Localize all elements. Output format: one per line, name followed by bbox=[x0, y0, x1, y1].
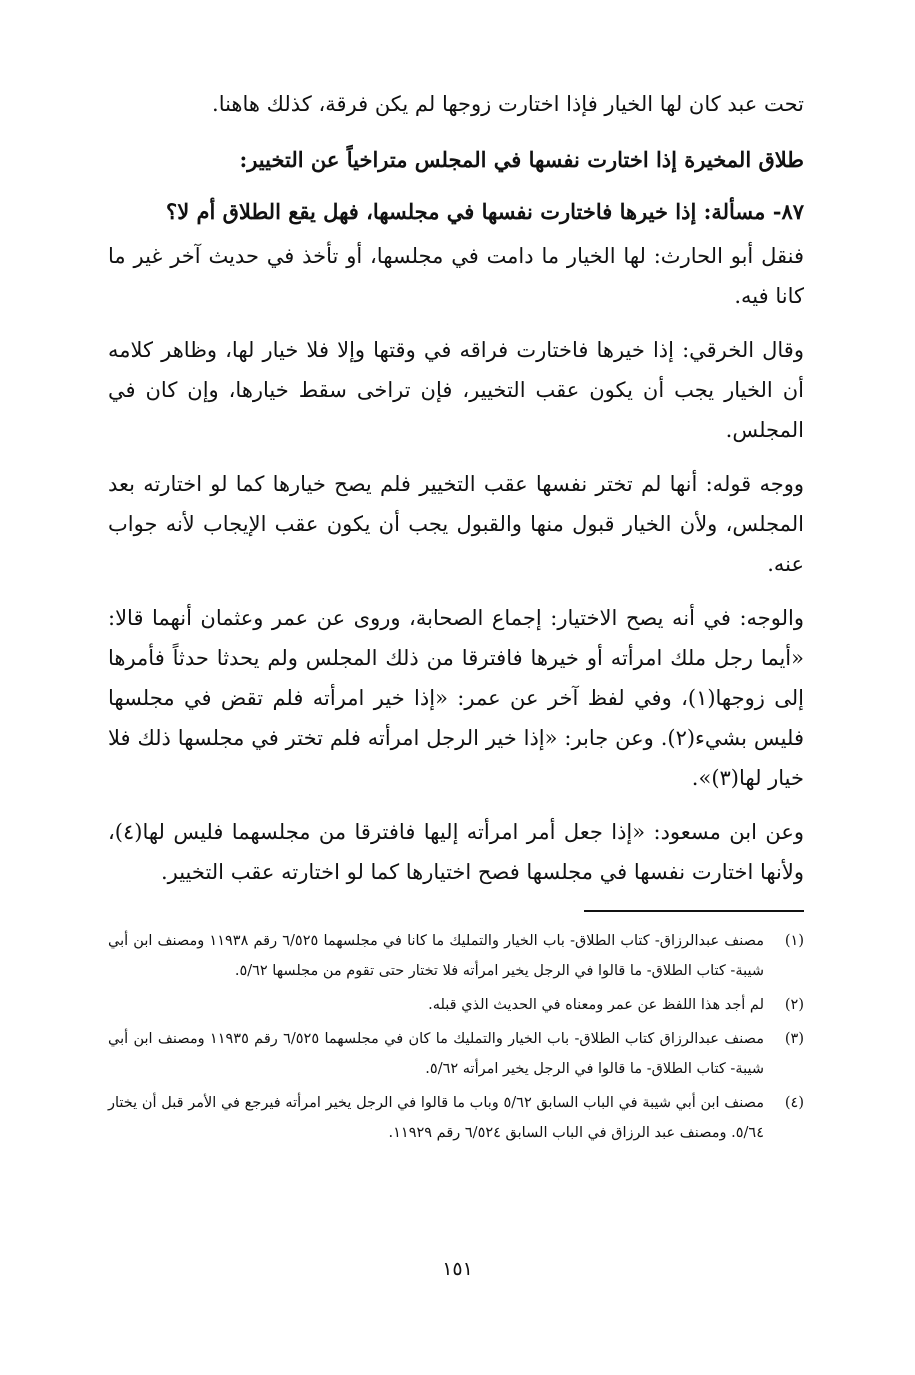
footnote-number: (١) bbox=[784, 933, 804, 949]
footnote-text: مصنف عبدالرزاق- كتاب الطلاق- باب الخيار والتمليك ما كانا في مجلسهما ٦/٥٢٥ رقم ١١٩٣٨ ومصنف ابن أبي شيبة- كتاب الطلاق- ما قالوا في الرجل يخير امرأته فلا تختار حتى تقوم من مجلسها ٥/٦٢. bbox=[108, 933, 764, 979]
footnote-2 bbox=[108, 990, 804, 1020]
issue-87-title: ٨٧- مسألة: إذا خيرها فاختارت نفسها في مجلسها، فهل يقع الطلاق أم لا؟ bbox=[166, 199, 804, 224]
footnote-text: مصنف عبدالرزاق كتاب الطلاق- باب الخيار والتمليك ما كان في مجلسهما ٦/٥٢٥ رقم ١١٩٣٥ ومصنف ابن أبي شيبة- كتاب الطلاق- ما قالوا في الرجل يخير امرأته ٥/٦٢. bbox=[108, 1031, 764, 1077]
paragraph-companions-consensus: والوجه: في أنه يصح الاختيار: إجماع الصحابة، وروى عن عمر وعثمان أنهما قالا: «أيما رجل ملك امرأته أو خيرها فافترقا من ذلك المجلس ولم يحدثا حدثاً فأمرها إلى زوجها(١)، وفي لفظ آخر عن عمر: «إذا خير امرأته فلم تقض في مجلسها فليس بشيء(٢). وعن جابر: «إذا خير الرجل امرأته فلم تختر في مجلسها ذلك فلا خيار لها(٣)». bbox=[108, 606, 804, 790]
footnote-text: لم أجد هذا اللفظ عن عمر ومعناه في الحديث الذي قبله. bbox=[428, 997, 764, 1013]
section-heading: طلاق المخيرة إذا اختارت نفسها في المجلس متراخياً عن التخيير: bbox=[239, 147, 804, 172]
page-body bbox=[108, 84, 804, 1152]
footnote-number: (٢) bbox=[784, 997, 804, 1013]
paragraph-continuation: تحت عبد كان لها الخيار فإذا اختارت زوجها لم يكن فرقة، كذلك هاهنا. bbox=[212, 92, 804, 116]
paragraph-al-khiraqi: وقال الخرقي: إذا خيرها فاختارت فراقه في وقتها وإلا فلا خيار لها، وظاهر كلامه أن الخيار يجب أن يكون عقب التخيير، فإن تراخى سقط خيارها، وإن كان في المجلس. bbox=[108, 338, 804, 442]
paragraph-his-reasoning: ووجه قوله: أنها لم تختر نفسها عقب التخيير فلم يصح خيارها كما لو اختارته بعد المجلس، ولأن الخيار قبول منها والقبول يجب أن يكون عقب الإيجاب لأنه جواب عنه. bbox=[108, 472, 804, 576]
footnote-4 bbox=[108, 1088, 804, 1148]
page-number: ١٥١ bbox=[442, 1258, 473, 1280]
footnote-number: (٣) bbox=[784, 1031, 804, 1047]
paragraph-ibn-masud: وعن ابن مسعود: «إذا جعل أمر امرأته إليها فافترقا من مجلسهما فليس لها(٤)، ولأنها اختارت نفسها في مجلسها فصح اختيارها كما لو اختارته عقب التخيير. bbox=[108, 820, 804, 884]
footnote-divider bbox=[584, 910, 804, 912]
footnote-number: (٤) bbox=[784, 1095, 804, 1111]
footnote-text: مصنف ابن أبي شيبة في الباب السابق ٥/٦٢ وباب ما قالوا في الرجل يخير امرأته فيرجع في الأمر قبل أن يختار ٥/٦٤. ومصنف عبد الرزاق في الباب السابق ٦/٥٢٤ رقم ١١٩٢٩. bbox=[108, 1095, 764, 1141]
footnotes bbox=[108, 926, 804, 1148]
footnote-1 bbox=[108, 926, 804, 986]
paragraph-abu-al-harith: فنقل أبو الحارث: لها الخيار ما دامت في مجلسها، أو تأخذ في حديث آخر غير ما كانا فيه. bbox=[108, 244, 804, 308]
footnote-3 bbox=[108, 1024, 804, 1084]
main-text bbox=[108, 84, 804, 892]
